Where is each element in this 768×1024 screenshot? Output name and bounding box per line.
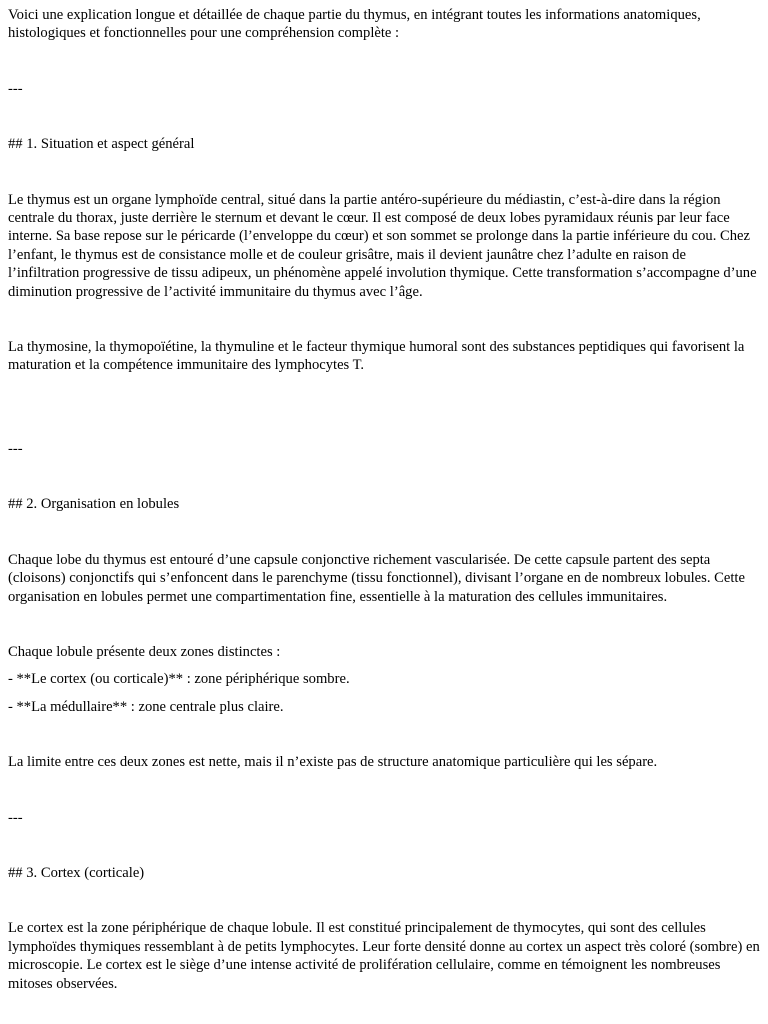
- list-item-cortex: - **Le cortex (ou corticale)** : zone périphérique sombre.: [8, 671, 350, 688]
- paragraph-lobules: Chaque lobe du thymus est entouré d’une capsule conjonctive richement vascularisée. De cette capsule partent des septa (cloisons) conjonctifs qui s’enfoncent dans le parenchyme (tissu fonctionnel), divisant l’organe en de nombreux lobules. Cette organisation en lobules permet une compartimentation fine, essentielle à la maturation des cellules immunitaires.: [8, 551, 745, 605]
- separator: ---: [8, 440, 23, 457]
- paragraph-zones-intro: Chaque lobule présente deux zones distinctes :: [8, 643, 281, 660]
- intro-paragraph: Voici une explication longue et détaillée de chaque partie du thymus, en intégrant toutes les informations anatomiques, histologiques et fonctionnelles pour une compréhension complète :: [8, 7, 701, 42]
- section-heading-1: ## 1. Situation et aspect général: [8, 136, 195, 153]
- paragraph-situation: Le thymus est un organe lymphoïde central, situé dans la partie antéro-supérieure du médiastin, c’est-à-dire dans la région centrale du thorax, juste derrière le sternum et devant le cœur. Il est composé de deux lobes pyramidaux réunis par leur face interne. Sa base repose sur le péricarde (l’enveloppe du cœur) et son sommet se prolonge dans la partie inférieure du cou. Chez l’enfant, le thymus est de consistance molle et de couleur grisâtre, mais il devient jaunâtre chez l’adulte en raison de l’infiltration progressive de tissu adipeux, un phénomène appelé involution thymique. Cette transformation s’accompagne d’une diminution progressive de l’activité immunitaire du thymus avec l’âge.: [8, 191, 757, 300]
- separator: ---: [8, 809, 23, 826]
- paragraph-limite: La limite entre ces deux zones est nette, mais il n’existe pas de structure anatomique particulière qui les sépare.: [8, 754, 658, 771]
- paragraph-hormones: La thymosine, la thymopoïétine, la thymuline et le facteur thymique humoral sont des substances peptidiques qui favorisent la maturation et la compétence immunitaire des lymphocytes T.: [8, 339, 745, 374]
- section-heading-2: ## 2. Organisation en lobules: [8, 496, 180, 513]
- separator: ---: [8, 80, 23, 97]
- section-heading-3: ## 3. Cortex (corticale): [8, 864, 145, 881]
- paragraph-cortex: Le cortex est la zone périphérique de chaque lobule. Il est constitué principalement de thymocytes, qui sont des cellules lymphoïdes thymiques ressemblant à de petits lymphocytes. Leur forte densité donne au cortex un aspect très coloré (sombre) en microscopie. Le cortex est le siège d’une intense activité de prolifération cellulaire, comme en témoignent les nombreuses mitoses observées.: [8, 920, 760, 992]
- list-item-medullaire: - **La médullaire** : zone centrale plus claire.: [8, 698, 284, 715]
